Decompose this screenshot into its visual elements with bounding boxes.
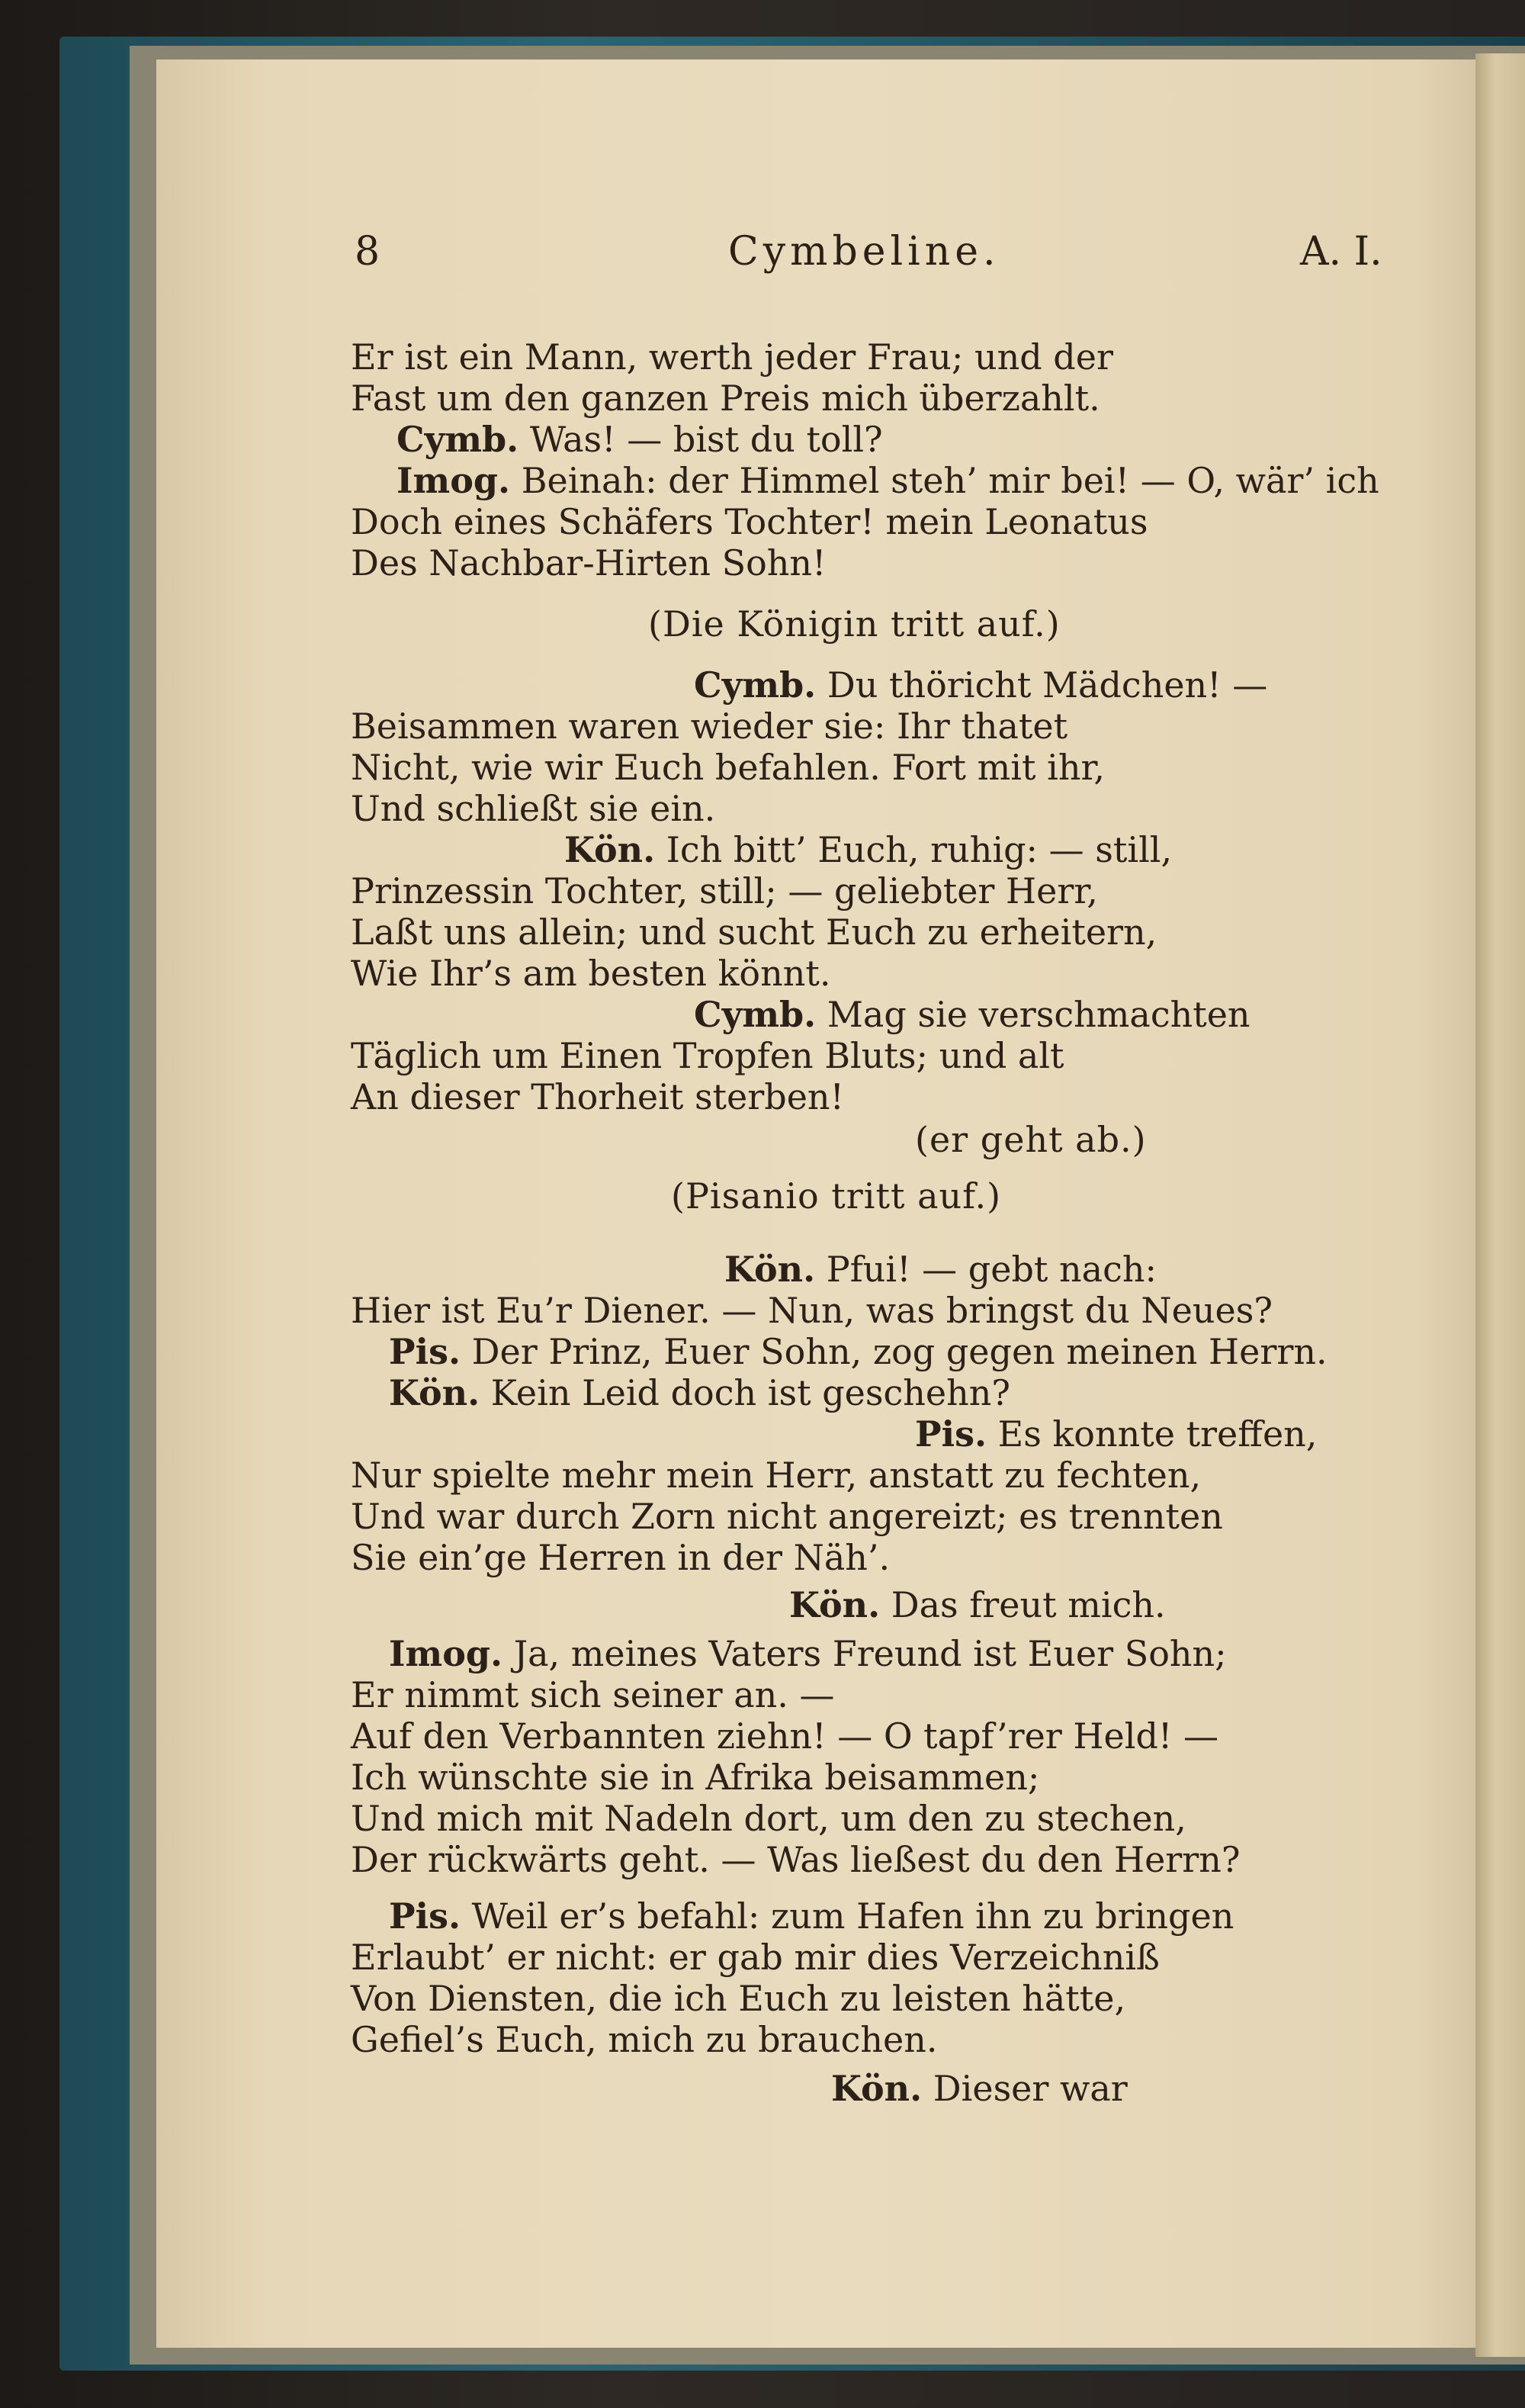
speech-line: Imog. Ja, meines Vaters Freund ist Euer Sohn; — [389, 1633, 1227, 1674]
verse-line: Von Diensten, die ich Euch zu leisten hätte, — [351, 1978, 1126, 2019]
speech-line: Cymb. Du thöricht Mädchen! — — [694, 664, 1268, 706]
speaker-name: Pis. — [389, 1331, 461, 1372]
verse-line: Täglich um Einen Tropfen Bluts; und alt — [351, 1035, 1064, 1076]
verse-line: Gefiel’s Euch, mich zu brauchen. — [351, 2019, 938, 2060]
verse-line: Der rückwärts geht. — Was ließest du den Herrn? — [351, 1839, 1241, 1880]
speaker-name: Cymb. — [396, 419, 519, 460]
verse-line: Erlaubt’ er nicht: er gab mir dies Verzeichniß — [351, 1937, 1160, 1978]
verse-line: Und mich mit Nadeln dort, um den zu stechen, — [351, 1798, 1186, 1839]
speech-line: Pis. Es konnte treffen, — [915, 1413, 1318, 1455]
speech-line: Imog. Beinah: der Himmel steh’ mir bei! — O, wär’ ich — [396, 460, 1379, 501]
speaker-name: Pis. — [389, 1895, 461, 1937]
speaker-name: Cymb. — [694, 994, 817, 1035]
speaker-name: Kön. — [789, 1584, 881, 1625]
page-number: 8 — [355, 229, 380, 275]
speech-line: Cymb. Mag sie verschmachten — [694, 994, 1250, 1035]
verse-line: An dieser Thorheit sterben! — [351, 1076, 845, 1117]
speaker-name: Kön. — [831, 2068, 923, 2109]
speech-line: Kön. Kein Leid doch ist geschehn? — [389, 1372, 1010, 1413]
verse-line: Nur spielte mehr mein Herr, anstatt zu fechten, — [351, 1455, 1202, 1496]
verse-line: Nicht, wie wir Euch befahlen. Fort mit ihr, — [351, 747, 1105, 788]
verse-line: Und schließt sie ein. — [351, 788, 716, 829]
verse-line: Ich wünschte sie in Afrika beisammen; — [351, 1757, 1040, 1798]
verse-line: Fast um den ganzen Preis mich überzahlt. — [351, 378, 1100, 419]
verse-line: Er nimmt sich seiner an. — — [351, 1674, 835, 1715]
speaker-name: Kön. — [389, 1372, 480, 1413]
verse-line: Doch eines Schäfers Tochter! mein Leonatus — [351, 501, 1148, 542]
speech-line: Cymb. Was! — bist du toll? — [396, 419, 883, 460]
verse-line: Prinzessin Tochter, still; — geliebter Herr, — [351, 870, 1098, 911]
running-title: Cymbeline. — [728, 229, 1000, 275]
stage-direction: (Pisanio tritt auf.) — [671, 1175, 1002, 1217]
verse-line: Wie Ihr’s am besten könnt. — [351, 953, 831, 994]
act-marker: A. I. — [1300, 229, 1382, 275]
speaker-name: Kön. — [564, 829, 656, 870]
speaker-name: Kön. — [724, 1249, 816, 1290]
verse-line: Beisammen waren wieder sie: Ihr thatet — [351, 706, 1068, 747]
verse-line: Auf den Verbannten ziehn! — O tapf’rer Held! — — [351, 1715, 1219, 1757]
speech-line: Kön. Pfui! — gebt nach: — [724, 1249, 1157, 1290]
speech-line: Kön. Dieser war — [831, 2068, 1128, 2109]
stage-direction: (Die Königin tritt auf.) — [648, 603, 1061, 645]
speaker-name: Imog. — [396, 460, 511, 501]
verse-line: Sie ein’ge Herren in der Näh’. — [351, 1537, 891, 1578]
speech-line: Kön. Ich bitt’ Euch, ruhig: — still, — [564, 829, 1173, 870]
speaker-name: Cymb. — [694, 664, 817, 706]
speaker-name: Pis. — [915, 1413, 987, 1455]
verse-line: Und war durch Zorn nicht angereizt; es trennten — [351, 1496, 1223, 1537]
speaker-name: Imog. — [389, 1633, 503, 1674]
facing-page-edge — [1475, 53, 1525, 2357]
verse-line: Er ist ein Mann, werth jeder Frau; und der — [351, 336, 1113, 378]
speech-line: Kön. Das freut mich. — [789, 1584, 1166, 1625]
verse-line: Laßt uns allein; und sucht Euch zu erheitern, — [351, 911, 1157, 953]
speech-line: Pis. Weil er’s befahl: zum Hafen ihn zu bringen — [389, 1895, 1234, 1937]
verse-line: Hier ist Eu’r Diener. — Nun, was bringst du Neues? — [351, 1290, 1273, 1331]
stage-direction: (er geht ab.) — [915, 1119, 1147, 1160]
verse-line: Des Nachbar-Hirten Sohn! — [351, 542, 827, 584]
speech-line: Pis. Der Prinz, Euer Sohn, zog gegen meinen Herrn. — [389, 1331, 1328, 1372]
